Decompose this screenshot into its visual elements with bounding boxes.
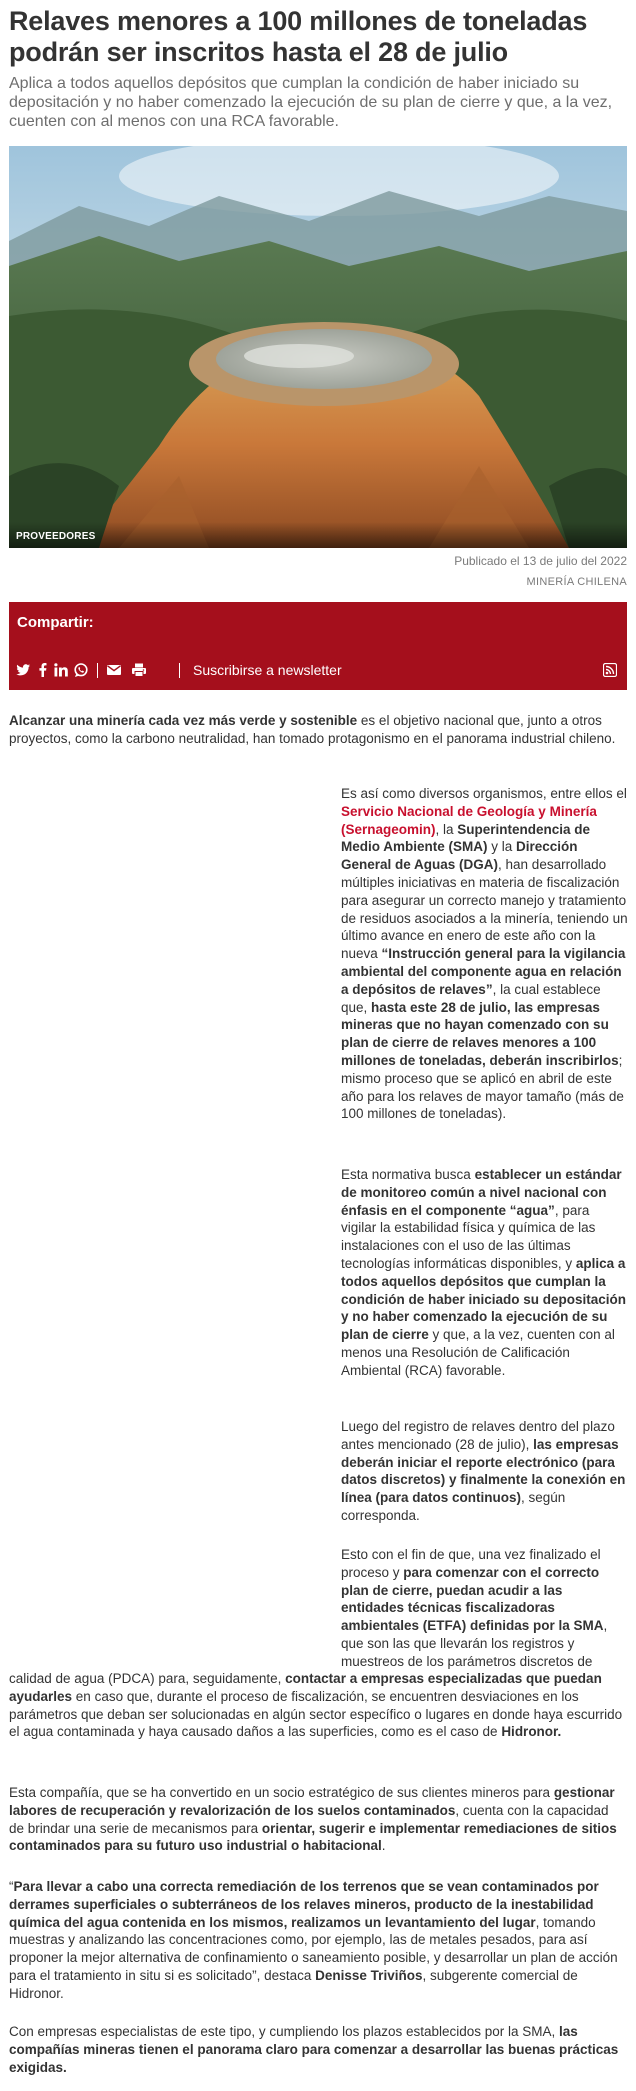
publish-date: Publicado el 13 de julio del 2022: [454, 554, 627, 568]
source-label: MINERÍA CHILENA: [526, 576, 627, 588]
paragraph-compania: Esta compañía, que se ha convertido en un socio estratégico de sus clientes mineros para gestionar labores de recuperación y revalorización de los suelos contaminados, cuenta con la capacidad de brindar una serie de mecanismos para orientar, sugerir e implementar remediaciones de sitios contaminados para su futuro uso industrial o habitacional.: [9, 1785, 617, 1854]
rss-icon[interactable]: [603, 663, 617, 677]
whatsapp-icon[interactable]: [73, 662, 89, 678]
paragraph-conclusion: Con empresas especialistas de este tipo, y cumpliendo los plazos establecidos por la SMA, las compañías mineras tienen el panorama claro para comenzar a desarrollar las buenas prácticas exigidas.: [9, 2024, 619, 2075]
print-icon[interactable]: [131, 662, 147, 678]
intro-paragraph: Alcanzar una minería cada vez más verde y sostenible es el objetivo nacional que, junto a otros proyectos, como la carbono neutralidad, han tomado protagonismo en el panorama industrial chileno.: [9, 713, 616, 746]
share-box: [9, 602, 627, 690]
paragraph-registro: Luego del registro de relaves dentro del plazo antes mencionado (28 de julio), las empresas deberán iniciar el reporte electrónico (para datos discretos) y finalmente la conexión en línea (para datos continuos), según corresponda.: [341, 1419, 626, 1523]
share-title: Compartir:: [17, 614, 94, 631]
newsletter-link[interactable]: Suscribirse a newsletter: [193, 662, 342, 678]
article-title: Relaves menores a 100 millones de toneladas podrán ser inscritos hasta el 28 de julio: [9, 6, 588, 67]
paragraph-etfa-part2: calidad de agua (PDCA) para, seguidamente, contactar a empresas especializadas que puedan ayudarles en caso que, durante el proceso de fiscalización, se encuentren desviaciones en los parámetros que deban ser solucionadas en algún sector específico o lugares en donde haya escurrido el agua contaminada y haya causado daños a las superficies, como es el caso de Hidronor.: [9, 1671, 623, 1740]
paragraph-quote: “Para llevar a cabo una correcta remediación de los terrenos que se vean contaminados por derrames superficiales o subterráneos de los relaves mineros, producto de la inestabilidad química del agua contenida en los mismos, realizamos un levantamiento del lugar, tomando muestras y analizando las concentraciones como, por ejemplo, las de metales pesados, para así proponer la mejor alternativa de confinamiento o saneamiento posible, y desarrollar un plan de acción para el tratamiento in situ si es solicitado”, destaca Denisse Triviños, subgerente comercial de Hidronor.: [9, 1879, 618, 2001]
hero-image: [9, 146, 627, 548]
article-subtitle: Aplica a todos aquellos depósitos que cumplan la condición de haber iniciado su depositación y no haber comenzado la ejecución de su plan de cierre y que, a la vez, cuenten con al menos con una RCA favorable.: [9, 75, 613, 130]
twitter-icon[interactable]: [15, 662, 31, 678]
mail-icon[interactable]: [106, 662, 122, 678]
linkedin-icon[interactable]: [53, 662, 69, 678]
paragraph-organisms: Es así como diversos organismos, entre ellos el Servicio Nacional de Geología y Minería (Sernageomin), la Superintendencia de Medio Ambiente (SMA) y la Dirección General de Aguas (DGA), han desarrollado múltiples iniciativas en materia de fiscalización para asegurar un correcto manejo y tratamiento de residuos asociados a la minería, teniendo un último avance en enero de este año con la nueva “Instrucción general para la vigilancia ambiental del componente agua en relación a depósitos de relaves”, la cual establece que, hasta este 28 de julio, las empresas mineras que no hayan comenzado con su plan de cierre de relaves menores a 100 millones de toneladas, deberán inscribirlos; mismo proceso que se aplicó en abril de este año para los relaves de mayor tamaño (más de 100 millones de toneladas).: [341, 786, 628, 1122]
paragraph-normativa: Esta normativa busca establecer un estándar de monitoreo común a nivel nacional con énfasis en el componente “agua”, para vigilar la estabilidad física y química de las instalaciones con el uso de las últimas tecnologías informáticas disponibles, y aplica a todos aquellos depósitos que cumplan la condición de haber iniciado su depositación y no haber comenzado la ejecución de su plan de cierre y que, a la vez, cuenten con al menos una Resolución de Calificación Ambiental (RCA) favorable.: [341, 1167, 627, 1378]
share-toolbar: [15, 660, 621, 682]
sernageomin-link[interactable]: Servicio Nacional de Geología y Minería (Sernageomin): [341, 803, 597, 837]
paragraph-etfa-part1: Esto con el fin de que, una vez finalizado el proceso y para comenzar con el correcto plan de cierre, puedan acudir a las entidades técnicas fiscalizadoras ambientales (ETFA) definidas por la SMA, que son las que llevarán los registros y muestreos de los parámetros discretos de: [341, 1547, 608, 1669]
tailings-landscape-illustration: [9, 146, 627, 548]
image-caption: PROVEEDORES: [16, 531, 96, 542]
facebook-icon[interactable]: [35, 662, 51, 678]
